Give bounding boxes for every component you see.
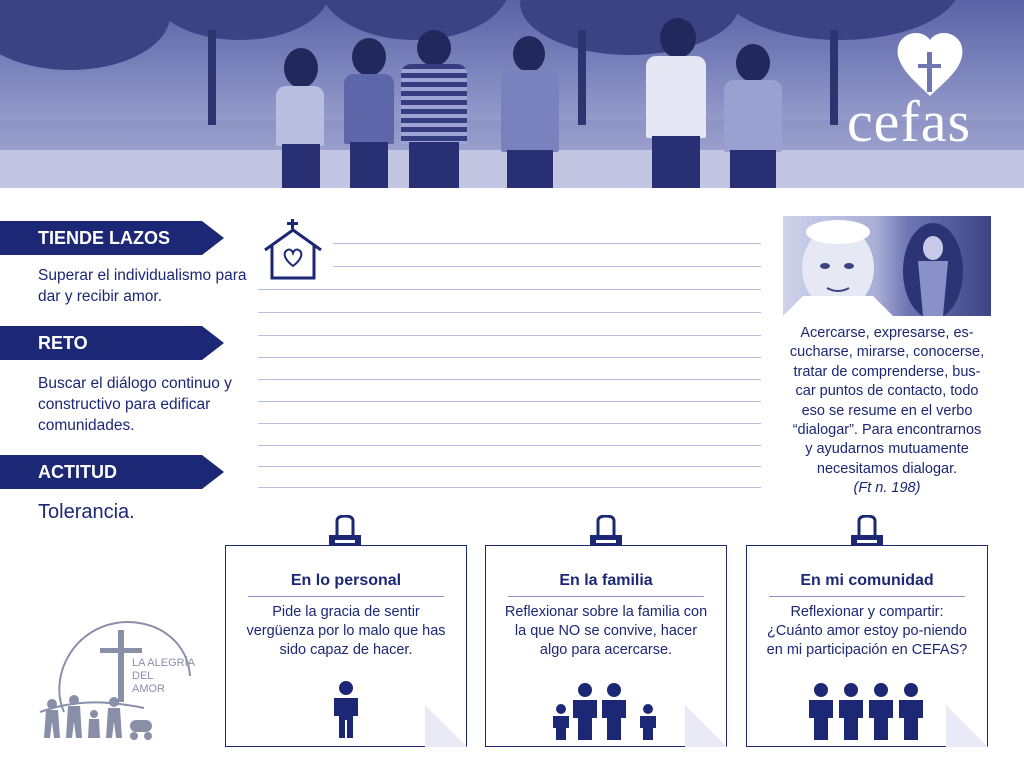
card-title: En mi comunidad bbox=[800, 572, 934, 589]
pope-quote bbox=[780, 324, 994, 499]
quote-line: tratar de comprenderse, bus- bbox=[793, 363, 981, 380]
tree-trunk bbox=[578, 30, 586, 125]
tree bbox=[0, 0, 170, 70]
alegria-line-3: AMOR bbox=[132, 683, 165, 695]
card-title: En la familia bbox=[559, 572, 653, 589]
card-personal bbox=[225, 545, 467, 747]
reto-text: Buscar el diálogo continuo y constructivo para edificar comunidades. bbox=[38, 375, 232, 434]
tiende-lazos-label: TIENDE LAZOS bbox=[0, 221, 202, 255]
tree-trunk bbox=[208, 30, 216, 125]
quote-line: y ayudarnos mutuamente bbox=[805, 441, 969, 458]
child-figure bbox=[720, 44, 786, 188]
cefas-logo bbox=[834, 28, 984, 154]
cefas-logo-text: cefas bbox=[846, 89, 972, 154]
community-icon bbox=[807, 682, 927, 740]
header-photo bbox=[0, 0, 1024, 188]
card-comunidad bbox=[746, 545, 988, 747]
reto-label: RETO bbox=[0, 326, 202, 360]
alegria-line-2: DEL bbox=[132, 670, 154, 682]
child-figure bbox=[395, 30, 473, 188]
quote-line: “dialogar”. Para encontrarnos bbox=[792, 422, 982, 439]
child-figure bbox=[340, 38, 398, 188]
card-text: Reflexionar y compartir: ¿Cuánto amor estoy po-niendo en mi participación en CEFAS? bbox=[766, 604, 968, 658]
quote-citation: (Ft n. 198) bbox=[853, 480, 921, 497]
quote-line: car puntos de contacto, todo bbox=[795, 383, 979, 400]
alegria-del-amor-logo bbox=[34, 616, 204, 744]
quote-line: eso se resume en el verbo bbox=[801, 402, 973, 419]
quote-line: necesitamos dialogar. bbox=[816, 460, 958, 477]
quote-line: Acercarse, expresarse, es- bbox=[800, 325, 974, 341]
card-text: Reflexionar sobre la familia con la que NO se convive, hacer algo para acercarse. bbox=[504, 604, 708, 658]
child-figure bbox=[495, 36, 565, 188]
quote-line: cucharse, mirarse, conocerse, bbox=[789, 344, 985, 361]
alegria-line-1: LA ALEGRÍA bbox=[132, 657, 195, 669]
family-icon bbox=[552, 682, 660, 740]
card-title: En lo personal bbox=[290, 572, 402, 589]
tree bbox=[150, 0, 330, 40]
actitud-label: ACTITUD bbox=[0, 455, 202, 489]
actitud-text: Tolerancia. bbox=[38, 501, 135, 523]
card-text: Pide la gracia de sentir vergüenza por lo malo que has sido capaz de hacer. bbox=[246, 604, 446, 658]
child-figure bbox=[640, 18, 712, 188]
card-familia bbox=[485, 545, 727, 747]
person-icon bbox=[329, 680, 363, 738]
house-heart-icon bbox=[261, 218, 325, 282]
tiende-lazos-text: Superar el individualismo para dar y recibir amor. bbox=[38, 267, 247, 305]
child-figure bbox=[270, 48, 330, 188]
pope-virgin-photo bbox=[783, 216, 991, 316]
